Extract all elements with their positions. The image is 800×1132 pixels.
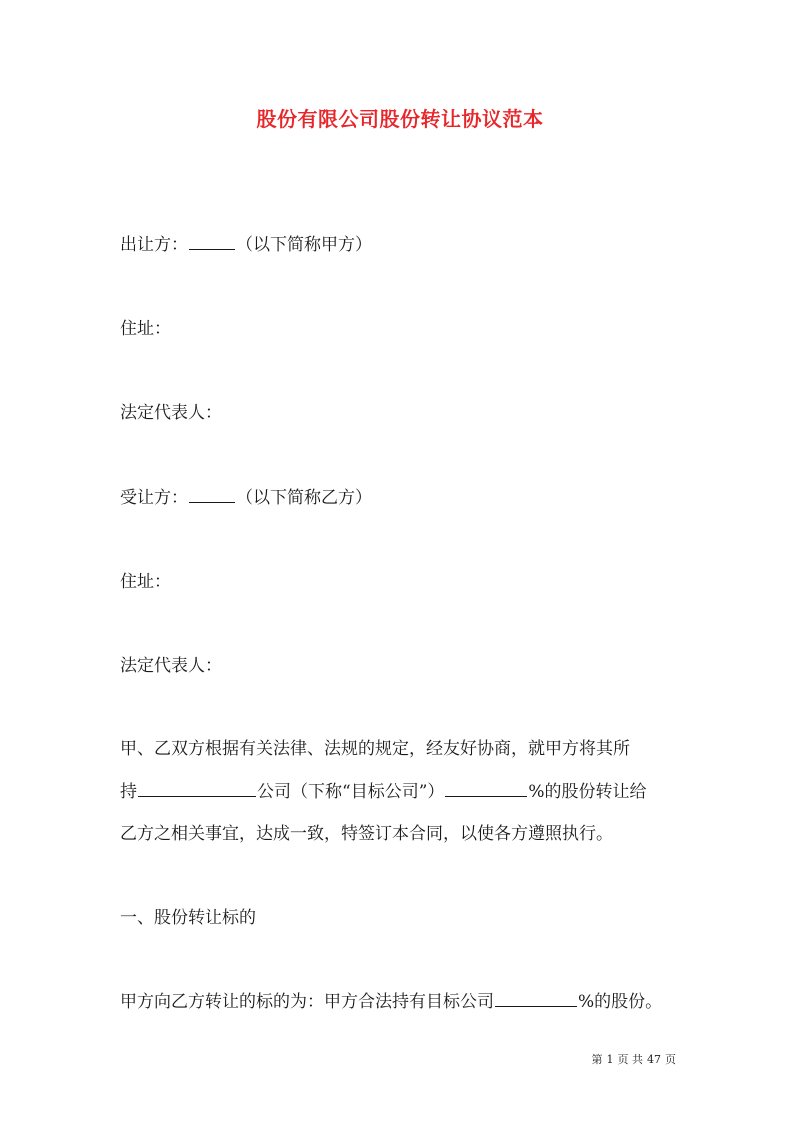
footer-prefix: 第 (591, 1053, 603, 1066)
section-1-heading: 一、股份转让标的 (120, 908, 256, 928)
party-a-blank (189, 232, 235, 250)
footer-total-pages: 47 (647, 1053, 661, 1066)
party-a-suffix: （以下简称甲方） (236, 235, 372, 255)
party-b-representative: 法定代表人： (120, 656, 222, 676)
page-footer (590, 1051, 679, 1067)
party-b-address: 住址： (120, 572, 171, 592)
section-1-body (120, 989, 662, 1014)
party-b-blank (189, 485, 235, 503)
document-title: 股份有限公司股份转让协议范本 (256, 107, 544, 131)
party-b-label: 受让方： (120, 488, 188, 508)
section-1-body-end: %的股份。 (578, 992, 663, 1012)
company-blank (138, 779, 256, 797)
section-1-body-start: 甲方向乙方转让的标的为：甲方合法持有目标公司 (120, 992, 494, 1012)
intro-line-2-start: 持 (120, 782, 137, 802)
intro-line-2-end: %的股份转让给 (528, 782, 647, 802)
party-b-suffix: （以下简称乙方） (236, 488, 372, 508)
footer-suffix: 页 (665, 1053, 676, 1066)
intro-line-3: 乙方之相关事宜，达成一致，特签订本合同，以使各方遵照执行。 (120, 824, 613, 844)
intro-line-1: 甲、乙双方根据有关法律、法规的规定，经友好协商，就甲方将其所 (120, 739, 630, 759)
footer-page-number: 1 (606, 1053, 614, 1066)
section-1-percent-blank (495, 989, 577, 1007)
footer-mid: 页 共 (617, 1053, 643, 1066)
party-a-line (120, 232, 372, 257)
intro-line-2-mid: 公司（下称“目标公司”） (257, 782, 445, 802)
party-a-representative: 法定代表人： (120, 403, 222, 423)
intro-line-2 (120, 779, 647, 804)
party-a-address: 住址： (120, 319, 171, 339)
percent-blank (445, 779, 527, 797)
party-a-label: 出让方： (120, 235, 188, 255)
party-b-line (120, 485, 372, 510)
